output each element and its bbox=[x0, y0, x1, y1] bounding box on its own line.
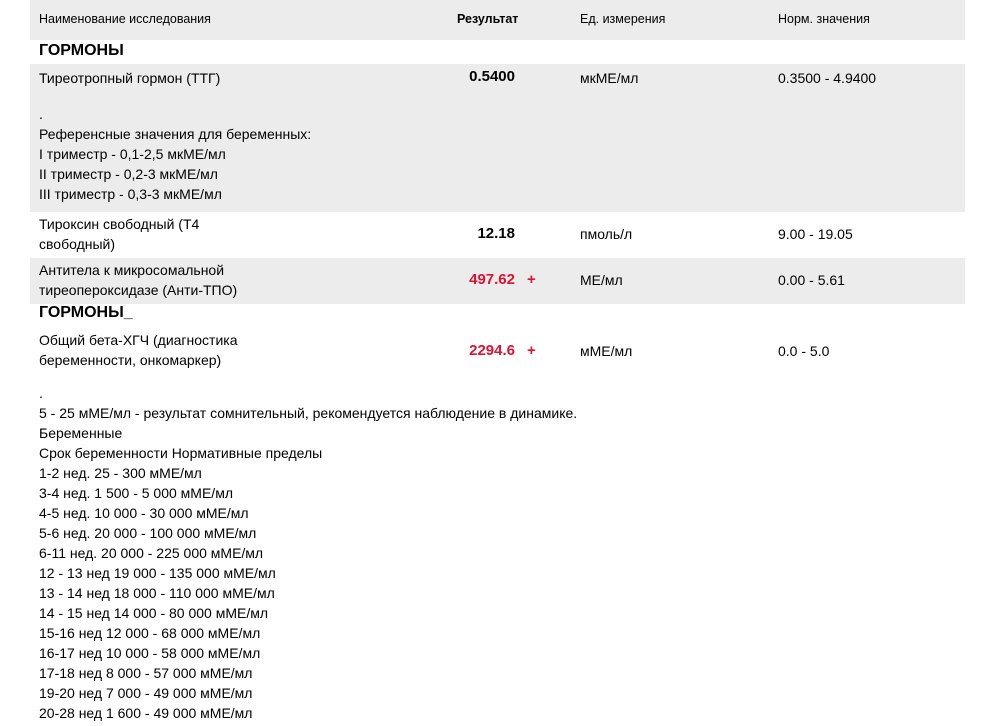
test-norm: 0.0 - 5.0 bbox=[778, 343, 830, 359]
test-norm: 0.3500 - 4.9400 bbox=[778, 70, 877, 86]
test-unit: мкМЕ/мл bbox=[580, 70, 639, 86]
test-result: 497.62 bbox=[469, 271, 515, 288]
test-name: Антитела к микросомальной тиреопероксидазе (Анти-ТПО) bbox=[39, 262, 238, 298]
test-result: 2294.6 bbox=[469, 342, 515, 359]
test-unit: МЕ/мл bbox=[580, 272, 623, 288]
test-result: 12.18 bbox=[477, 225, 515, 242]
header-unit: Ед. измерения bbox=[580, 12, 666, 26]
table-row bbox=[30, 328, 965, 726]
table-header bbox=[30, 0, 965, 40]
test-name: Тиреотропный гормон (ТТГ) bbox=[39, 70, 221, 86]
section-title: ГОРМОНЫ_ bbox=[39, 304, 133, 321]
test-unit: пмоль/л bbox=[580, 226, 633, 242]
test-note: . Референсные значения для беременных: I триместр - 0,1-2,5 мкМЕ/мл II триместр - 0,2-3 мкМЕ/мл III триместр - 0,3-3 мкМЕ/мл bbox=[39, 106, 312, 202]
table-row bbox=[30, 258, 965, 304]
abnormal-flag: + bbox=[527, 342, 536, 359]
test-result: 0.5400 bbox=[469, 68, 515, 85]
test-note: . 5 - 25 мМЕ/мл - результат сомнительный, рекомендуется наблюдение в динамике. Беременные Срок беременности Нормативные пределы 1-2 нед. 25 - 300 мМЕ/мл 3-4 нед. 1 500 - 5 000 мМЕ/мл 4-5 нед. 10 000 - 30 000 мМЕ/мл 5-6 нед. 20 000 - 100 000 мМЕ/мл 6-11 нед. 20 000 - 225 000 мМЕ/мл 12 - 13 нед 19 000 - 135 000 мМЕ/мл 13 - 14 нед 18 000 - 110 000 мМЕ/мл 14 - 15 нед 14 000 - 80 000 мМЕ/мл 15-16 нед 12 000 - 68 000 мМЕ/мл 16-17 нед 10 000 - 58 000 мМЕ/мл 17-18 нед 8 000 - 57 000 мМЕ/мл 19-20 нед 7 000 - 49 000 мМЕ/мл 20-28 нед 1 600 - 49 000 мМЕ/мл bbox=[39, 385, 578, 721]
header-norm: Норм. значения bbox=[778, 12, 870, 26]
test-norm: 9.00 - 19.05 bbox=[778, 226, 853, 242]
test-norm: 0.00 - 5.61 bbox=[778, 272, 845, 288]
section-title: ГОРМОНЫ bbox=[39, 42, 124, 59]
test-name: Общий бета-ХГЧ (диагностика беременности, онкомаркер) bbox=[39, 332, 238, 368]
table-row bbox=[30, 212, 965, 258]
test-unit: мМЕ/мл bbox=[580, 343, 633, 359]
header-result: Результат bbox=[457, 12, 519, 26]
header-name: Наименование исследования bbox=[39, 12, 211, 26]
table-row bbox=[30, 64, 965, 212]
abnormal-flag: + bbox=[527, 271, 536, 288]
test-name: Тироксин свободный (Т4 свободный) bbox=[39, 216, 200, 252]
